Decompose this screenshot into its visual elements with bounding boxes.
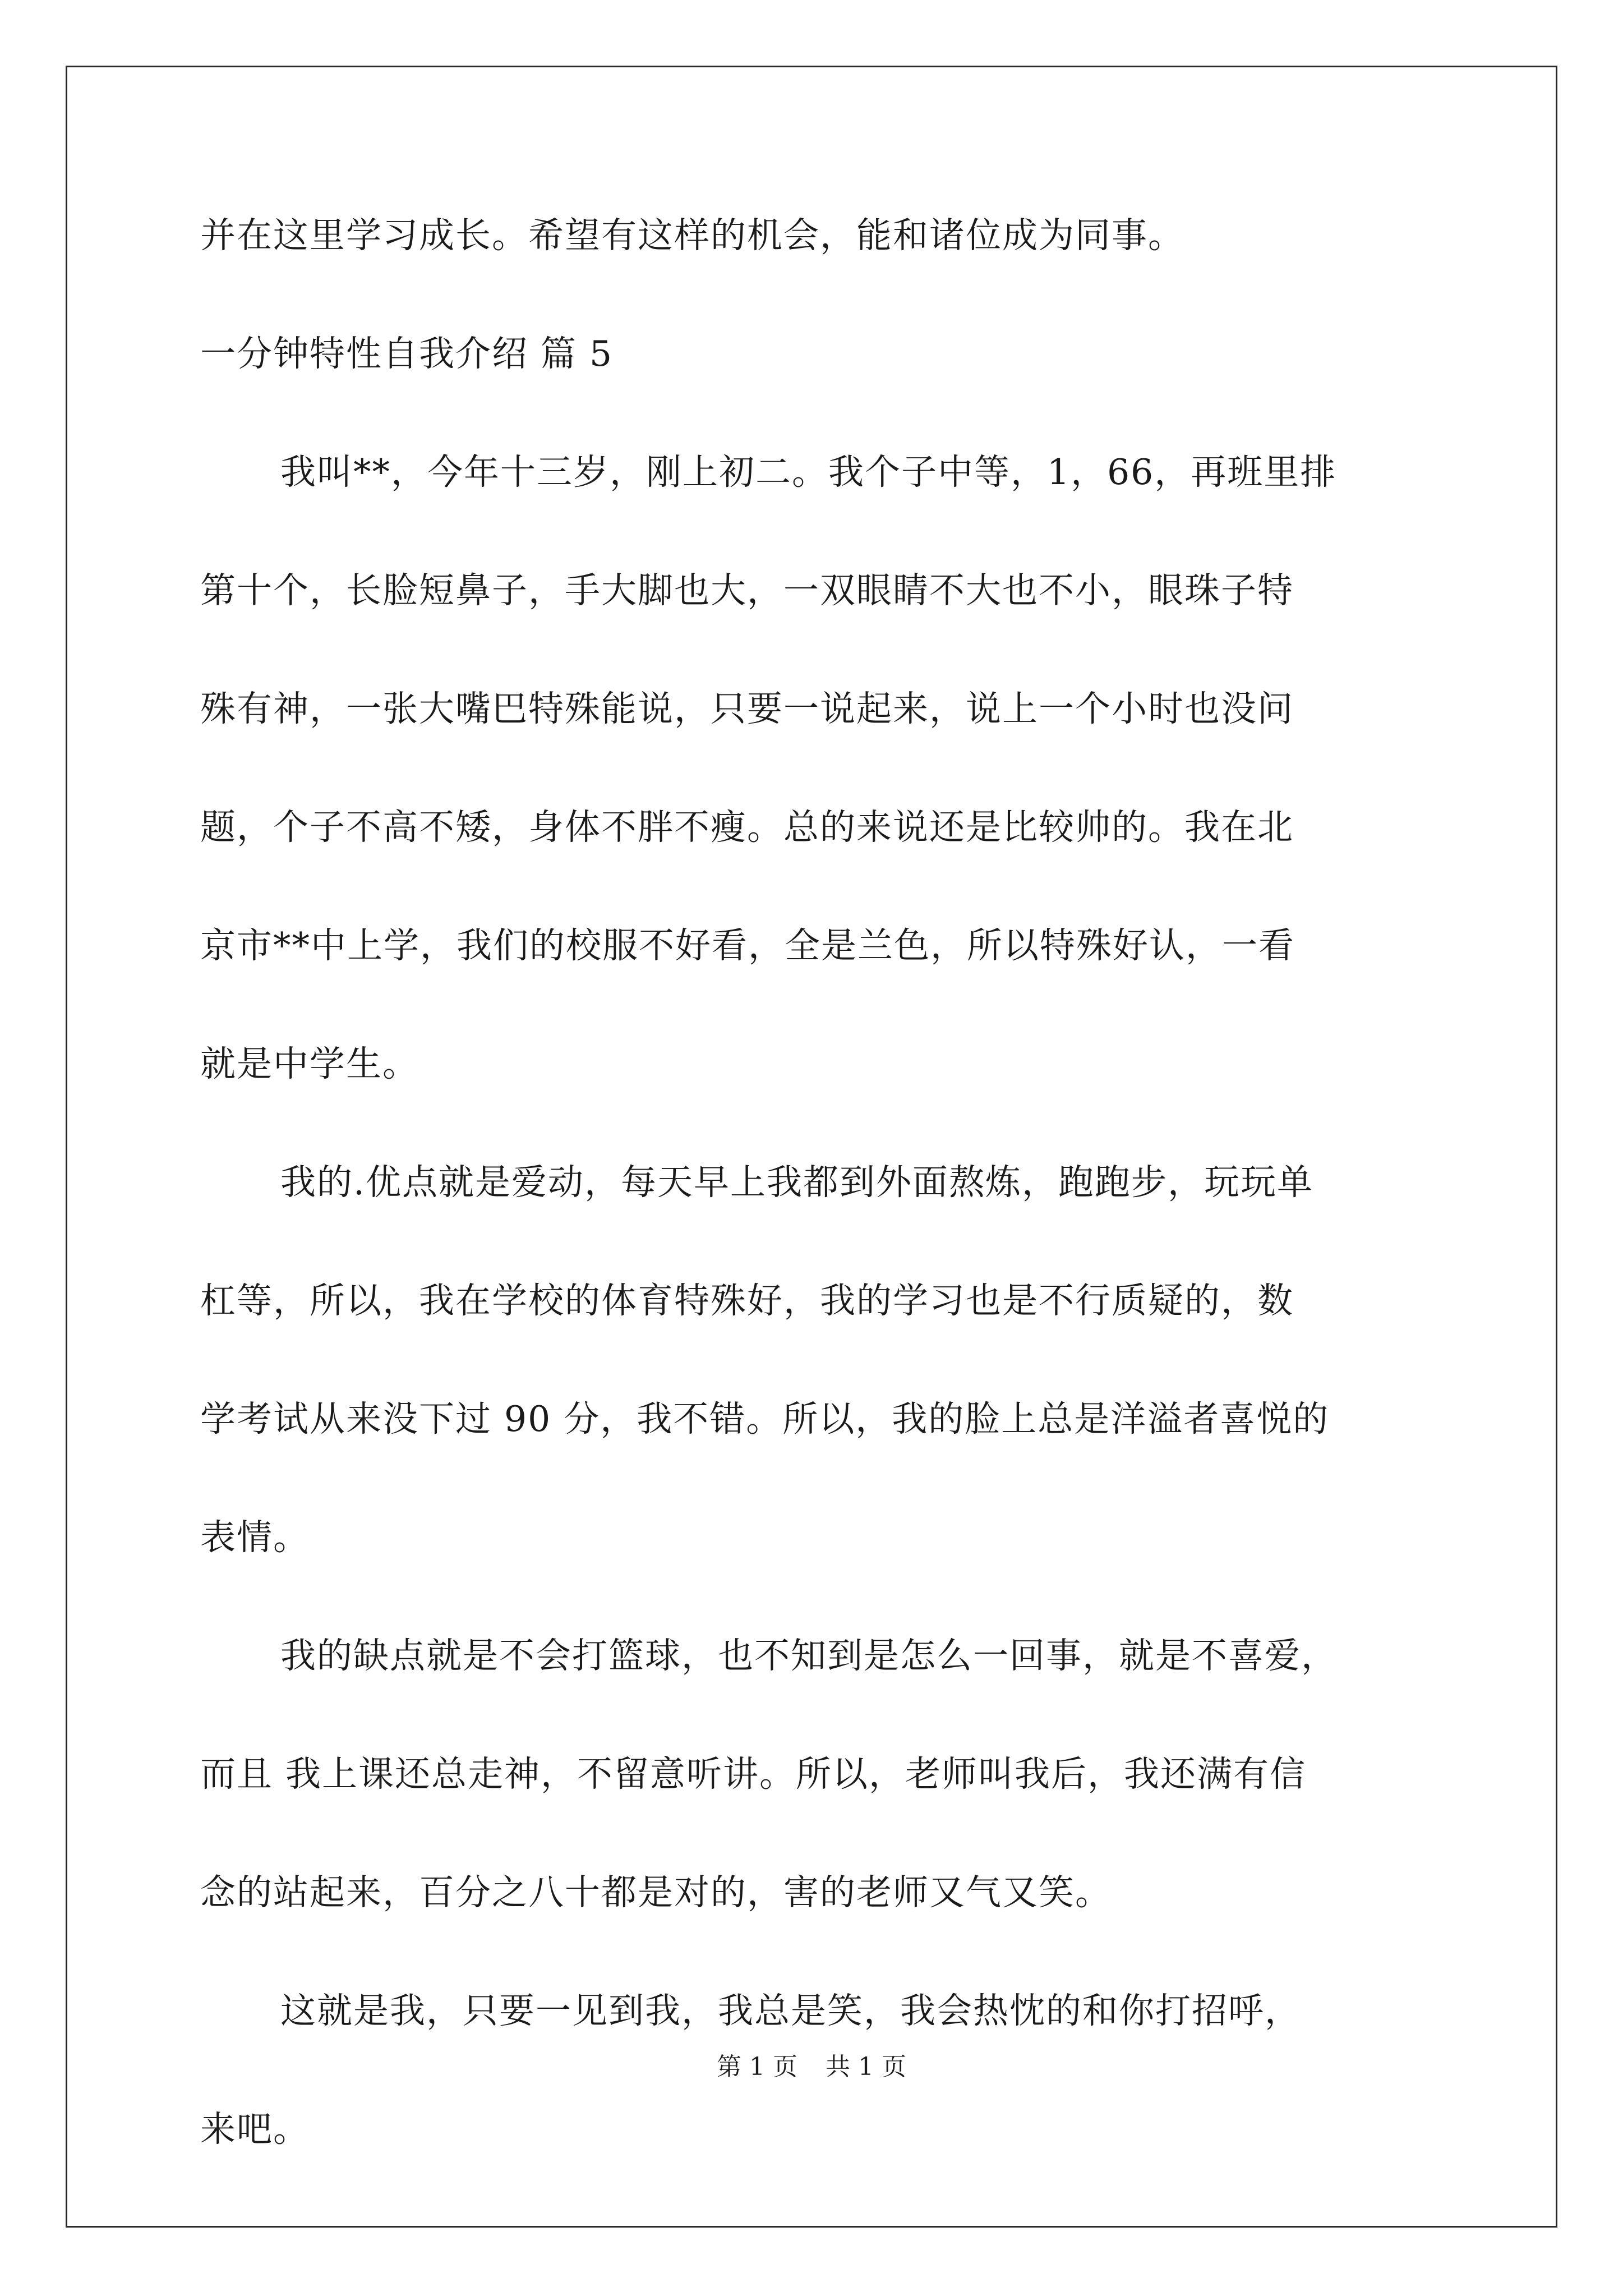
paragraph-first-line: 我叫**，今年十三岁，刚上初二。我个子中等，1，66，再班里排 <box>280 452 1337 493</box>
text-line: 学考试从来没下过 90 分，我不错。所以，我的脸上总是洋溢者喜悦的 <box>200 1398 1330 1439</box>
text-line: 而且 我上课还总走神，不留意听讲。所以，老师叫我后，我还满有信 <box>200 1754 1307 1795</box>
document-body <box>200 215 1437 2149</box>
text-line: 杠等，所以，我在学校的体育特殊好，我的学习也是不行质疑的，数 <box>200 1280 1294 1321</box>
text-line: 念的站起来，百分之八十都是对的，害的老师又气又笑。 <box>200 1872 1112 1913</box>
text-line: 殊有神，一张大嘴巴特殊能说，只要一说起来，说上一个小时也没问 <box>200 688 1294 729</box>
text-line: 表情。 <box>200 1517 310 1558</box>
text-line: 并在这里学习成长。希望有这样的机会，能和诸位成为同事。 <box>200 215 1184 256</box>
paragraph-first-line: 我的.优点就是爱动，每天早上我都到外面熬炼，跑跑步，玩玩单 <box>280 1162 1314 1203</box>
text-line: 就是中学生。 <box>200 1043 419 1084</box>
text-line: 京市**中上学，我们的校服不好看，全是兰色，所以特殊好认，一看 <box>200 925 1295 966</box>
text-line: 第十个，长脸短鼻子，手大脚也大，一双眼睛不大也不小，眼珠子特 <box>200 570 1294 611</box>
paragraph-first-line: 我的缺点就是不会打篮球，也不知到是怎么一回事，就是不喜爱， <box>280 1635 1338 1676</box>
section-heading: 一分钟特性自我介绍 篇 5 <box>200 333 614 374</box>
text-line: 题，个子不高不矮，身体不胖不瘦。总的来说还是比较帅的。我在北 <box>200 807 1294 848</box>
page-number-total: 共 1 页 <box>826 2053 906 2081</box>
paragraph-first-line: 这就是我，只要一见到我，我总是笑，我会热忱的和你打招呼， <box>280 1990 1301 2031</box>
page-footer <box>0 2053 1623 2081</box>
page-number-current: 第 1 页 <box>717 2053 797 2081</box>
text-line: 来吧。 <box>200 2109 310 2150</box>
